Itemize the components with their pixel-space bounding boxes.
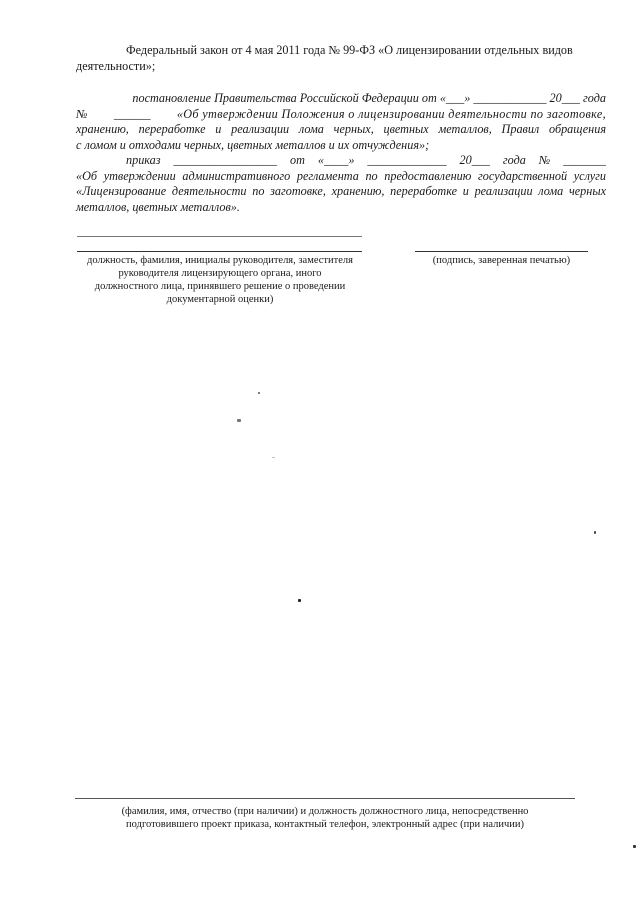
federal-law-reference <box>76 43 606 74</box>
scan-speck <box>272 457 275 458</box>
order-line-4: металлов, цветных металлов». <box>76 199 240 214</box>
government-resolution-reference <box>76 91 606 153</box>
signature-line <box>415 251 588 252</box>
official-name-line-1 <box>77 236 362 237</box>
resolution-line-2: № ______ «Об утверждении Положения о лицензировании деятельности по заготовке, <box>76 106 606 121</box>
resolution-line-1: постановление Правительства Российской Федерации от «___» ____________ 20___ года <box>132 91 606 105</box>
official-caption: должность, фамилия, инициалы руководителя, заместителя руководителя лицензирующего органа, иного должностного лица, принявшего решение о проведении документарной оценки) <box>87 255 353 305</box>
order-line-3: «Лицензирование деятельности по заготовке, хранению, переработке и реализации лома черных <box>76 184 606 198</box>
scan-speck <box>633 845 636 848</box>
resolution-line-3: хранению, переработке и реализации лома черных, цветных металлов, Правил обращения <box>76 122 606 136</box>
federal-law-line-1: Федеральный закон от 4 мая 2011 года № 99-ФЗ «О лицензировании отдельных видов <box>126 43 573 57</box>
preparer-caption: (фамилия, имя, отчество (при наличии) и должность должностного лица, непосредственно подготовившего проект приказа, контактный телефон, электронный адрес (при наличии) <box>121 806 529 830</box>
official-name-line-2 <box>77 251 362 252</box>
order-line-1: приказ _________________ от «____» _____________ 20___ года № _______ <box>126 153 606 167</box>
scan-speck <box>594 531 596 534</box>
scan-speck <box>237 419 241 422</box>
signature-caption: (подпись, заверенная печатью) <box>432 255 571 266</box>
scan-speck <box>298 599 301 602</box>
order-reference <box>76 153 606 215</box>
federal-law-line-2: деятельности»; <box>76 58 156 73</box>
scan-speck <box>258 392 260 394</box>
order-line-2: «Об утверждении административного регламента по предоставлению государственной услуги <box>76 168 606 183</box>
resolution-line-4: с ломом и отходами черных, цветных металлов и их отчуждения»; <box>76 137 430 152</box>
preparer-line <box>75 798 575 799</box>
